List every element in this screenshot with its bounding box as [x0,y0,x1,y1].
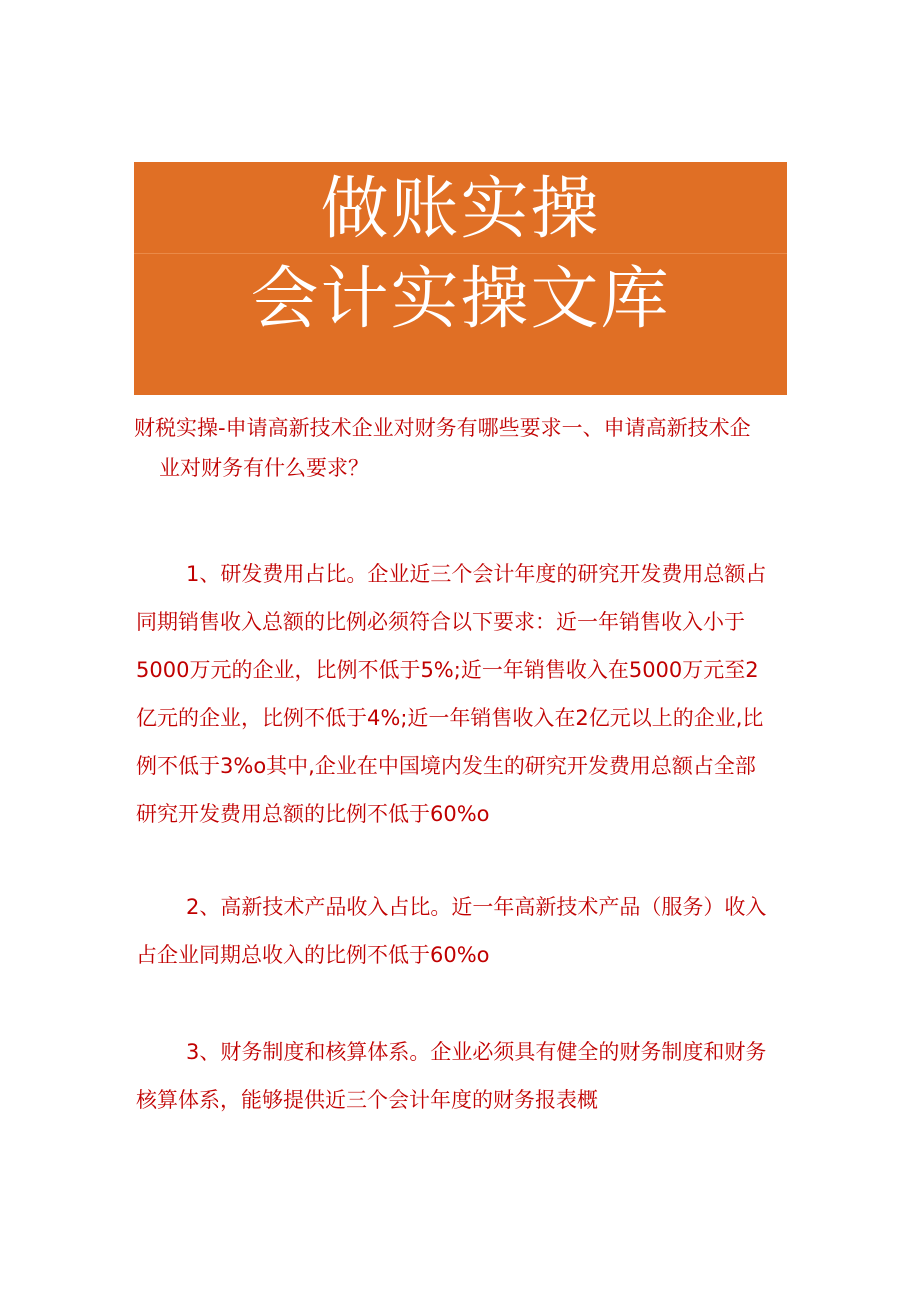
document-title-line1: 财税实操-申请高新技术企业对财务有哪些要求一、申请高新技术企 [134,416,751,440]
banner-title-line2: 会计实操文库 [250,260,671,339]
document-title-line2: 业对财务有什么要求？ [159,456,369,480]
document-title [134,408,794,488]
banner-divider [134,253,787,254]
paragraph-line: 同期销售收入总额的比例必须符合以下要求：近一年销售收入小于 [136,610,745,634]
title-banner [134,162,787,395]
paragraph-line: 亿元的企业，比例不低于4%;近一年销售收入在2亿元以上的企业,比 [136,706,764,730]
paragraph-line: 5000万元的企业，比例不低于5%;近一年销售收入在5000万元至2 [136,658,759,682]
paragraph-line: 3、财务制度和核算体系。企业必须具有健全的财务制度和财务 [186,1040,767,1064]
paragraph-rd-expense-ratio [136,550,792,838]
paragraph-line: 占企业同期总收入的比例不低于60%o [136,943,490,967]
paragraph-line: 研究开发费用总额的比例不低于60%o [136,802,490,826]
banner-title-line1: 做账实操 [320,170,601,249]
paragraph-line: 1、研发费用占比。企业近三个会计年度的研究开发费用总额占 [186,562,767,586]
paragraph-financial-system [136,1028,792,1124]
paragraph-product-income-ratio [136,883,792,979]
paragraph-line: 2、高新技术产品收入占比。近一年高新技术产品（服务）收入 [186,895,767,919]
paragraph-line: 例不低于3%o其中,企业在中国境内发生的研究开发费用总额占全部 [136,754,756,778]
paragraph-line: 核算体系，能够提供近三个会计年度的财务报表概 [136,1088,598,1112]
